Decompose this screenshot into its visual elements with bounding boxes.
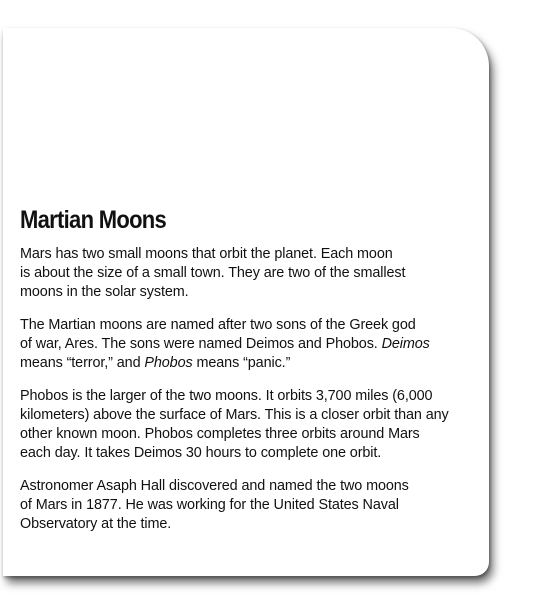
- text-segment: means “terror,” and: [20, 355, 145, 371]
- paragraph-discovery: [20, 477, 485, 534]
- text-line: of Mars in 1877. He was working for the United States Naval: [20, 497, 399, 513]
- text-segment: means “panic.”: [192, 355, 291, 371]
- text-line: Mars has two small moons that orbit the planet. Each moon: [20, 246, 393, 262]
- text-line: is about the size of a small town. They are two of the smallest: [20, 265, 406, 281]
- text-line: moons in the solar system.: [20, 284, 189, 300]
- italic-term-deimos: Deimos: [381, 336, 430, 352]
- text-segment: of war, Ares. The sons were named Deimos and Phobos.: [20, 336, 382, 352]
- text-line: Astronomer Asaph Hall discovered and named the two moons: [20, 478, 409, 494]
- paragraph-phobos: [20, 387, 485, 463]
- article: [20, 205, 485, 548]
- text-line: Phobos is the larger of the two moons. It orbits 3,700 miles (6,000: [20, 388, 433, 404]
- article-title: Martian Moons: [20, 206, 167, 234]
- text-line: kilometers) above the surface of Mars. This is a closer orbit than any: [20, 407, 449, 423]
- text-line: [20, 335, 485, 354]
- paragraph-intro: [20, 245, 485, 302]
- text-line: The Martian moons are named after two sons of the Greek god: [20, 317, 416, 333]
- italic-term-phobos: Phobos: [144, 355, 193, 371]
- text-line: each day. It takes Deimos 30 hours to complete one orbit.: [20, 445, 382, 461]
- paragraph-names: [20, 316, 485, 373]
- text-line: other known moon. Phobos completes three orbits around Mars: [20, 426, 420, 442]
- text-line: [20, 354, 485, 373]
- text-line: Observatory at the time.: [20, 516, 172, 532]
